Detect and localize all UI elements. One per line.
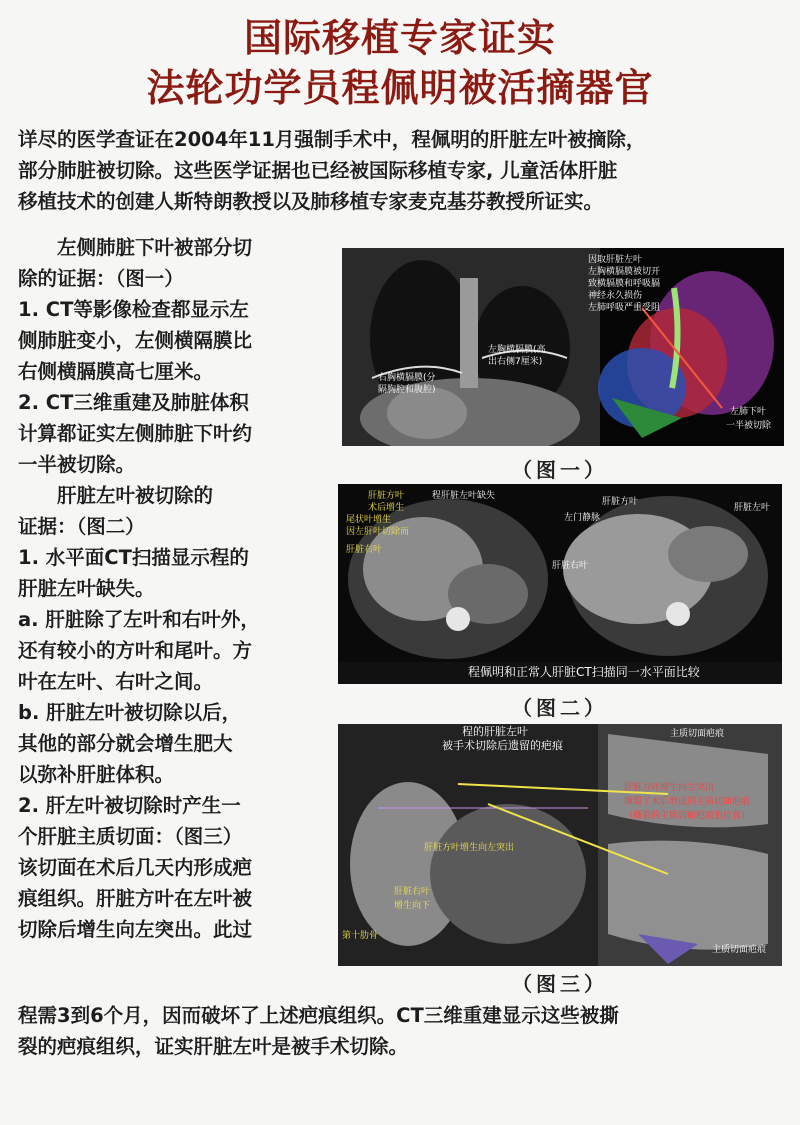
fig1-label: 左肺呼吸严重受阻 (588, 303, 661, 313)
fig3-label: 主质切面疤痕 (670, 729, 725, 739)
fig2-label: 肝脏右叶 (552, 561, 589, 571)
fig1-label: 隔胸腔和腹腔) (378, 385, 436, 395)
intro-line: 详尽的医学查证在2004年11月强制手术中，程佩明的肝脏左叶被摘除， (18, 128, 646, 151)
evidence-line: a. 肝脏除了左叶和右叶外， (18, 608, 260, 631)
fig1-label: 左胸横膈膜被切开 (588, 267, 661, 277)
title-line-1: 国际移植专家证实 (243, 16, 556, 60)
fig1-label: 右胸横膈膜(分 (378, 373, 436, 383)
fig3-label: 增生向下 (394, 901, 431, 911)
evidence-line: 个肝脏主质切面：（图三） (18, 825, 243, 848)
fig1-label: 一半被切除 (726, 421, 772, 431)
fig2-label: 因左肝叶切除而 (346, 527, 410, 537)
fig2-label: 术后增生 (368, 503, 405, 513)
fig3-label: 主质切面疤痕 (712, 945, 767, 955)
conclusion-line: 裂的疤痕组织，证实肝脏左叶是被手术切除。 (18, 1035, 409, 1058)
figure-2-caption: （图二） (512, 696, 608, 720)
evidence-line: 右侧横膈膜高七厘米。 (18, 360, 214, 383)
fig1-label: 左肺下叶 (730, 407, 767, 417)
lung-ct-graphic (342, 248, 784, 446)
liver-ct-graphic (338, 484, 782, 684)
fig2-label: 左门静脉 (564, 513, 601, 523)
evidence-line: 肝脏左叶被切除的 (18, 484, 214, 507)
fig1-label: 左胸横膈膜(高 (488, 345, 546, 355)
fig2-label: 肝脏方叶 (602, 497, 639, 507)
evidence-line: 还有较小的方叶和尾叶。方 (18, 639, 253, 662)
fig1-label: 致横膈膜和呼吸膈 (588, 279, 661, 289)
intro-paragraph (18, 124, 788, 217)
fig2-label: 肝脏左叶 (734, 503, 771, 513)
fig1-label: 因取肝脏左叶 (588, 255, 643, 265)
fig3-label: 被手术切除后遗留的疤痕 (442, 739, 563, 752)
fig1-label: 神经永久损伤 (588, 291, 643, 301)
evidence-line: 左侧肺脏下叶被部分切 (18, 236, 253, 259)
evidence-line: 计算都证实左侧肺脏下叶约 (18, 422, 253, 445)
evidence-line: b. 肝脏左叶被切除以后， (18, 701, 242, 724)
evidence-line: 痕组织。肝脏方叶在左叶被 (18, 887, 253, 910)
intro-line: 移植技术的创建人斯特朗教授以及肺移植专家麦克基芬教授所证实。 (18, 190, 604, 213)
fig2-bottom-label: 程佩明和正常人肝脏CT扫描同一水平面比较 (468, 665, 700, 679)
evidence-line: 证据：（图二） (18, 515, 145, 538)
evidence-line: 2. CT三维重建及肺脏体积 (18, 391, 249, 414)
conclusion-line: 程需3到6个月，因而破坏了上述疤痕组织。CT三维重建显示这些被撕 (18, 1004, 619, 1027)
evidence-line: 叶在左叶、右叶之间。 (18, 670, 214, 693)
liver-scar-graphic (338, 724, 782, 966)
fig3-label: 肝脏方叶增生向左突出 (624, 783, 715, 793)
evidence-line: 肝脏左叶缺失。 (18, 577, 155, 600)
fig1-label: 出右侧7厘米) (488, 357, 543, 367)
evidence-line: 2. 肝左叶被切除时产生一 (18, 794, 241, 817)
conclusion-paragraph (18, 1000, 788, 1062)
evidence-line: 1. 水平面CT扫描显示程的 (18, 546, 249, 569)
fig3-label: 撕裂了术后形成的主质切面疤痕 (624, 797, 751, 807)
figure-1-caption: （图一） (512, 458, 608, 482)
fig3-label: 第十肋骨 (342, 931, 379, 941)
figure-3-liver-scar (338, 724, 782, 966)
fig2-label: 肝脏方叶 (368, 491, 405, 501)
evidence-line: 切除后增生向左突出。此过 (18, 918, 253, 941)
figure-1-lung-ct (342, 248, 784, 446)
evidence-line: 1. CT等影像检查都显示左 (18, 298, 249, 321)
fig3-label: 肝脏方叶增生向左突出 (424, 843, 515, 853)
fig3-label: 肝脏右叶 (394, 887, 431, 897)
fig2-label: 肝脏右叶 (346, 545, 383, 555)
evidence-line: 以弥补肝脏体积。 (18, 763, 175, 786)
title-line-2: 法轮功学员程佩明被活摘器官 (146, 66, 654, 110)
evidence-line: 侧肺脏变小，左侧横隔膜比 (18, 329, 253, 352)
fig3-label: 程的肝脏左叶 (462, 725, 528, 738)
fig2-label: 程肝脏左叶缺失 (432, 491, 496, 501)
figure-2-liver-ct (338, 484, 782, 684)
figure-3-caption: （图三） (512, 972, 608, 996)
evidence-line: 其他的部分就会增生肥大 (18, 732, 233, 755)
evidence-line: 除的证据：（图一） (18, 267, 184, 290)
intro-line: 部分肺脏被切除。这些医学证据也已经被国际移植专家, 儿童活体肝脏 (18, 159, 618, 182)
evidence-column (18, 232, 338, 945)
evidence-line: 该切面在术后几天内形成疤 (18, 856, 253, 879)
fig3-label: （撕裂的主质切面疤痕也位置） (624, 811, 751, 821)
fig2-label: 尾状叶增生 (346, 515, 392, 525)
evidence-line: 一半被切除。 (18, 453, 136, 476)
